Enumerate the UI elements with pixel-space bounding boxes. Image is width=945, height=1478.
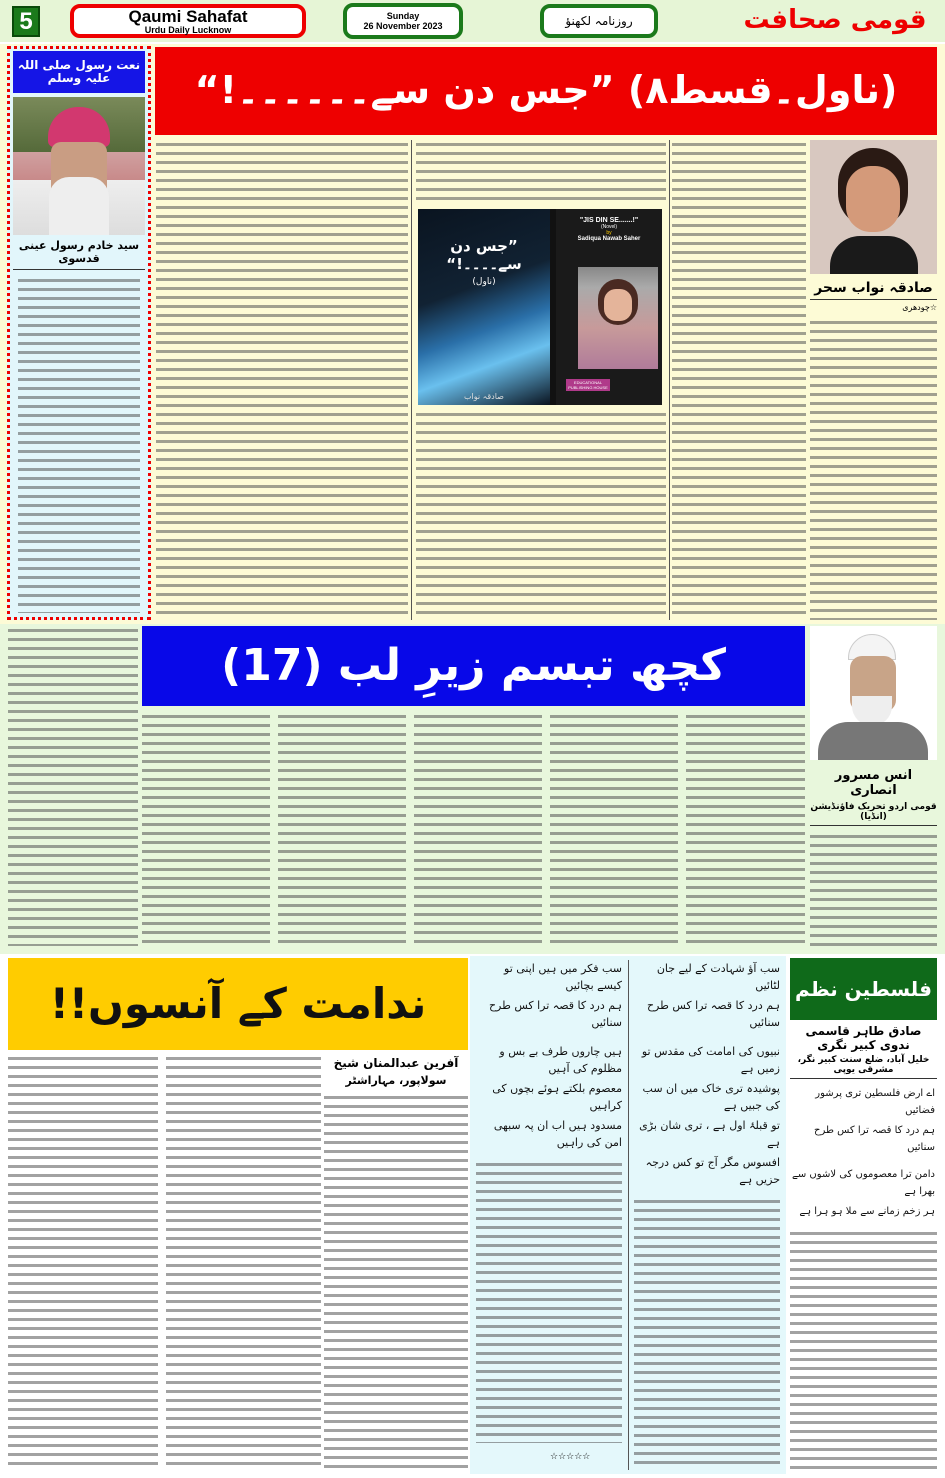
poet-photo [13,97,145,235]
day: Sunday [386,11,420,21]
novel-author: صادقہ نواب سحر [810,280,937,300]
poem-line: افسوس مگر آج تو کس درجہ حزیں ہے [645,1156,780,1186]
author-column [810,140,937,620]
book-author-en: Sadiqua Nawab Saher [577,236,641,242]
section-novel [0,44,945,624]
book-title-ur: ”جس دن سے۔۔۔۔!“ [446,237,522,273]
page-number: 5 [12,6,40,37]
article-text [672,140,806,620]
section-humor [0,624,945,954]
publisher-logo: EDUCATIONAL PUBLISHING HOUSE [566,379,610,391]
author-photo [810,140,937,274]
article-text [810,832,937,946]
poem-text [790,1229,937,1472]
poem-text [476,1160,622,1443]
book-cover-image [418,209,662,405]
daily-urdu-label: روزنامہ لکھنؤ [565,14,633,28]
author-photo [578,267,658,369]
poet-location: خلیل آباد، ضلع سنت کبیر نگر، مشرقی یوپی [790,1055,937,1079]
end-mark: ☆☆☆☆☆ [550,1452,591,1462]
date: 26 November 2023 [363,21,443,31]
article-text [8,626,138,946]
masthead-name-en: Qaumi Sahafat [128,6,248,26]
poet-name: صادق طاہر قاسمی ندوی کبیر نگری [805,1024,922,1052]
author-photo [810,626,937,760]
poem-text [634,1197,780,1467]
book-author-ur: صادقہ نواب [464,392,504,401]
poem-line: مسدود ہیں اب ان پہ سبھی امن کی راہیں [493,1119,622,1149]
poem-line: نبیوں کی امامت کی مقدس تو زمیں ہے [641,1045,780,1075]
section-bottom [0,954,945,1478]
poem-column [476,960,622,1446]
humor-author: انس مسرور انصاری [834,768,913,798]
poem-header: فلسطین نظم [790,958,937,1020]
article-text [416,140,666,202]
book-title-en: "JIS DIN SE.......!" [579,217,639,224]
byline-start: ☆چودھری [902,303,937,312]
naat-author: سید خادم رسول عینی قدسوی [13,239,145,270]
masthead [0,0,945,42]
poem-line: ہم درد کا قصہ ترا کس طرح سنائیں [488,999,622,1029]
poem-line: سب آؤ شہادت کے لیے جان لٹائیں [656,962,780,992]
palestine-poem-column [790,958,937,1472]
naat-text [18,276,140,613]
story-location: سولاپور، مہاراشٹر [345,1074,447,1087]
poem-line: پوشیدہ تری خاک میں ان سب کی جبیں ہے [642,1082,780,1112]
book-genre-ur: (ناول) [472,277,496,287]
story-author: آفرین عبدالمنان شیخ [333,1056,459,1070]
poem-line: ہیں چاروں طرف بے بس و مظلوم کی آہیں [499,1045,622,1075]
article-text [324,1093,468,1469]
poem-column [790,1085,937,1223]
story-byline-column [324,1056,468,1469]
poem-line: اے ارض فلسطین تری پرشور فضائیں [815,1088,935,1116]
article-text [416,410,666,620]
naat-column [7,46,151,620]
article-text [166,1054,321,1469]
poem-line: ہم درد کا قصہ ترا کس طرح سنائیں [646,999,780,1029]
masthead-subtitle: Urdu Daily Lucknow [144,24,232,35]
poem-line: دامن ترا معصوموں کی لاشوں سے بھرا ہے [792,1169,935,1197]
book-front [418,209,550,405]
date-box [343,3,463,39]
book-genre-en: (Novel) [600,224,618,230]
article-text [142,712,805,946]
book-back [556,209,662,405]
article-text [810,318,937,620]
humor-headline: کچھ تبسم زیرِ لب (17) [142,626,805,706]
book-by: by [606,230,612,236]
humor-author-column [810,626,937,946]
naat-header: نعت رسول صلی اللہ علیہ وسلم [13,51,145,93]
poem-line: تو قبلۂ اول ہے ، تری شان بڑی ہے [639,1119,780,1149]
poem-line: ہر زخم زمانے سے ملا ہو ہرا ہے [799,1206,935,1217]
poem-panel [470,956,786,1474]
poem-line: ہم درد کا قصہ ترا کس طرح سنائیں [814,1125,935,1153]
daily-urdu-box [540,4,658,38]
masthead-name-box [70,4,306,38]
article-text [8,1054,158,1469]
masthead-name-urdu: قومی صحافت [743,5,927,35]
poem-line: معصوم بلکتے ہوئے بچوں کی کراہیں [492,1082,622,1112]
poem-column [634,960,780,1470]
novel-headline: (ناول۔قسط۸) ”جس دن سے۔۔۔۔۔۔!“ [155,47,937,135]
story-headline: ندامت کے آنسوں!! [8,958,468,1050]
article-text [156,140,408,620]
poem-line: سب فکر میں ہیں اپنی تو کیسے بچائیں [504,962,622,992]
humor-affiliation: قومی اردو تحریک فاؤنڈیشن (انڈیا) [810,802,937,826]
